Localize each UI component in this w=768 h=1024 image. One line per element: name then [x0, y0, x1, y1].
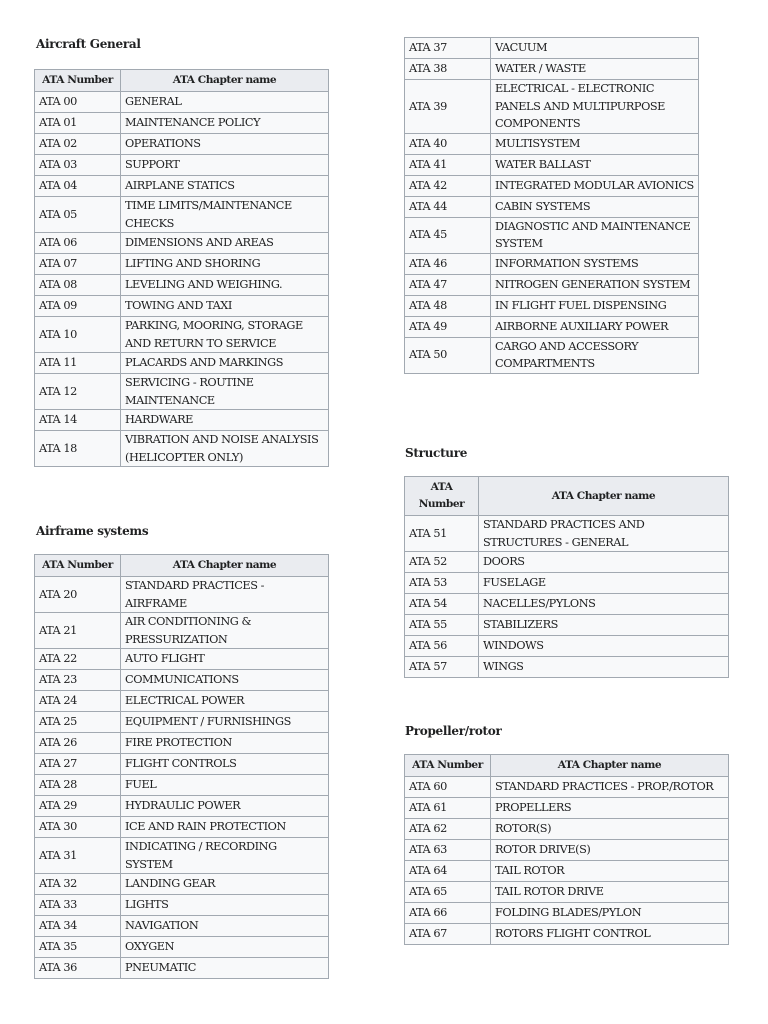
table-row — [35, 431, 329, 467]
ata-chapter-name-cell: ROTOR DRIVE(S) — [491, 840, 729, 861]
ata-number-cell: ATA 60 — [405, 777, 491, 798]
table-row — [35, 410, 329, 431]
header-ata-number: ATA Number — [405, 477, 479, 516]
ata-number-cell: ATA 32 — [35, 874, 121, 895]
section-title-propeller-rotor: Propeller/rotor — [405, 724, 502, 738]
ata-number-cell: ATA 28 — [35, 775, 121, 796]
ata-chapter-name-cell: FOLDING BLADES/PYLON — [491, 903, 729, 924]
ata-chapter-name-cell: AIRBORNE AUXILIARY POWER — [491, 316, 699, 337]
ata-chapter-name-cell: ELECTRICAL - ELECTRONIC PANELS AND MULTIPURPOSE COMPONENTS — [491, 80, 699, 134]
ata-number-cell: ATA 08 — [35, 275, 121, 296]
ata-chapter-name-cell: LIFTING AND SHORING — [121, 254, 329, 275]
table-row — [35, 275, 329, 296]
table-row — [35, 754, 329, 775]
ata-chapter-name-cell: INFORMATION SYSTEMS — [491, 253, 699, 274]
table-row — [405, 924, 729, 945]
ata-chapter-name-cell: GENERAL — [121, 92, 329, 113]
table-row — [35, 691, 329, 712]
ata-chapter-name-cell: HYDRAULIC POWER — [121, 796, 329, 817]
ata-number-cell: ATA 45 — [405, 217, 491, 253]
ata-number-cell: ATA 24 — [35, 691, 121, 712]
table-row — [405, 80, 699, 134]
ata-number-cell: ATA 02 — [35, 134, 121, 155]
ata-chapter-name-cell: TIME LIMITS/MAINTENANCE CHECKS — [121, 197, 329, 233]
ata-number-cell: ATA 21 — [35, 613, 121, 649]
ata-number-cell: ATA 29 — [35, 796, 121, 817]
ata-number-cell: ATA 55 — [405, 615, 479, 636]
ata-chapter-name-cell: AUTO FLIGHT — [121, 649, 329, 670]
ata-chapter-name-cell: PROPELLERS — [491, 798, 729, 819]
table-row — [405, 217, 699, 253]
ata-chapter-name-cell: CABIN SYSTEMS — [491, 196, 699, 217]
ata-number-cell: ATA 25 — [35, 712, 121, 733]
table-row — [405, 798, 729, 819]
ata-number-cell: ATA 20 — [35, 577, 121, 613]
table-row — [405, 657, 729, 678]
ata-number-cell: ATA 65 — [405, 882, 491, 903]
ata-chapter-name-cell: STANDARD PRACTICES AND STRUCTURES - GENERAL — [479, 516, 729, 552]
ata-number-cell: ATA 06 — [35, 233, 121, 254]
table-row — [35, 958, 329, 979]
ata-chapter-name-cell: STANDARD PRACTICES - AIRFRAME — [121, 577, 329, 613]
ata-number-cell: ATA 27 — [35, 754, 121, 775]
table-row — [405, 777, 729, 798]
table-row — [405, 636, 729, 657]
ata-chapter-name-cell: LIGHTS — [121, 895, 329, 916]
table-row — [405, 861, 729, 882]
ata-chapter-name-cell: ELECTRICAL POWER — [121, 691, 329, 712]
ata-number-cell: ATA 50 — [405, 337, 491, 373]
table-row — [405, 819, 729, 840]
table-row — [405, 274, 699, 295]
ata-chapter-name-cell: VACUUM — [491, 38, 699, 59]
ata-chapter-name-cell: OPERATIONS — [121, 134, 329, 155]
ata-number-cell: ATA 12 — [35, 374, 121, 410]
ata-number-cell: ATA 67 — [405, 924, 491, 945]
table-row — [35, 712, 329, 733]
table-row — [35, 296, 329, 317]
table-row — [405, 840, 729, 861]
ata-number-cell: ATA 03 — [35, 155, 121, 176]
ata-chapter-name-cell: AIRPLANE STATICS — [121, 176, 329, 197]
ata-number-cell: ATA 31 — [35, 838, 121, 874]
section-title-airframe-systems: Airframe systems — [36, 524, 149, 538]
ata-number-cell: ATA 07 — [35, 254, 121, 275]
ata-number-cell: ATA 39 — [405, 80, 491, 134]
ata-chapter-name-cell: WINDOWS — [479, 636, 729, 657]
table-row — [405, 154, 699, 175]
ata-number-cell: ATA 10 — [35, 317, 121, 353]
ata-chapter-name-cell: INTEGRATED MODULAR AVIONICS — [491, 175, 699, 196]
table-row — [35, 197, 329, 233]
ata-chapter-name-cell: DOORS — [479, 552, 729, 573]
ata-chapter-name-cell: LANDING GEAR — [121, 874, 329, 895]
ata-number-cell: ATA 62 — [405, 819, 491, 840]
table-row — [405, 196, 699, 217]
ata-number-cell: ATA 35 — [35, 937, 121, 958]
table-row — [405, 295, 699, 316]
table-row — [35, 176, 329, 197]
table-row — [35, 670, 329, 691]
table-row — [35, 254, 329, 275]
ata-chapter-name-cell: FUSELAGE — [479, 573, 729, 594]
ata-chapter-name-cell: NITROGEN GENERATION SYSTEM — [491, 274, 699, 295]
ata-number-cell: ATA 49 — [405, 316, 491, 337]
ata-chapter-name-cell: FIRE PROTECTION — [121, 733, 329, 754]
ata-number-cell: ATA 22 — [35, 649, 121, 670]
table-aircraft-general — [34, 69, 329, 467]
ata-number-cell: ATA 53 — [405, 573, 479, 594]
table-row — [35, 895, 329, 916]
header-ata-number: ATA Number — [35, 555, 121, 577]
header-ata-chapter-name: ATA Chapter name — [121, 555, 329, 577]
ata-number-cell: ATA 05 — [35, 197, 121, 233]
ata-number-cell: ATA 48 — [405, 295, 491, 316]
ata-chapter-name-cell: EQUIPMENT / FURNISHINGS — [121, 712, 329, 733]
ata-chapter-name-cell: INDICATING / RECORDING SYSTEM — [121, 838, 329, 874]
table-row — [405, 253, 699, 274]
ata-chapter-name-cell: PNEUMATIC — [121, 958, 329, 979]
ata-number-cell: ATA 44 — [405, 196, 491, 217]
table-row — [35, 874, 329, 895]
table-propeller-rotor — [404, 754, 729, 945]
ata-chapter-name-cell: IN FLIGHT FUEL DISPENSING — [491, 295, 699, 316]
table-row — [405, 133, 699, 154]
section-title-aircraft-general: Aircraft General — [36, 37, 141, 51]
ata-chapter-name-cell: FLIGHT CONTROLS — [121, 754, 329, 775]
ata-number-cell: ATA 56 — [405, 636, 479, 657]
ata-chapter-name-cell: DIAGNOSTIC AND MAINTENANCE SYSTEM — [491, 217, 699, 253]
ata-number-cell: ATA 46 — [405, 253, 491, 274]
ata-chapter-name-cell: ICE AND RAIN PROTECTION — [121, 817, 329, 838]
table-row — [35, 838, 329, 874]
table-row — [35, 317, 329, 353]
ata-chapter-name-cell: FUEL — [121, 775, 329, 796]
header-ata-number: ATA Number — [35, 70, 121, 92]
table-row — [405, 516, 729, 552]
table-structure — [404, 476, 729, 678]
ata-chapter-name-cell: TAIL ROTOR DRIVE — [491, 882, 729, 903]
ata-chapter-name-cell: NACELLES/PYLONS — [479, 594, 729, 615]
table-row — [405, 594, 729, 615]
table-row — [405, 882, 729, 903]
ata-number-cell: ATA 42 — [405, 175, 491, 196]
ata-chapter-name-cell: WATER / WASTE — [491, 59, 699, 80]
ata-number-cell: ATA 34 — [35, 916, 121, 937]
table-row — [405, 573, 729, 594]
table-row — [35, 92, 329, 113]
ata-chapter-name-cell: ROTORS FLIGHT CONTROL — [491, 924, 729, 945]
ata-number-cell: ATA 23 — [35, 670, 121, 691]
ata-chapter-name-cell: STABILIZERS — [479, 615, 729, 636]
table-row — [35, 134, 329, 155]
table-row — [405, 59, 699, 80]
header-ata-number: ATA Number — [405, 755, 491, 777]
ata-chapter-name-cell: WATER BALLAST — [491, 154, 699, 175]
ata-chapter-name-cell: DIMENSIONS AND AREAS — [121, 233, 329, 254]
table-row — [35, 613, 329, 649]
ata-number-cell: ATA 52 — [405, 552, 479, 573]
ata-number-cell: ATA 04 — [35, 176, 121, 197]
table-row — [35, 155, 329, 176]
ata-number-cell: ATA 33 — [35, 895, 121, 916]
table-row — [35, 937, 329, 958]
table-row — [405, 38, 699, 59]
ata-number-cell: ATA 66 — [405, 903, 491, 924]
ata-number-cell: ATA 51 — [405, 516, 479, 552]
ata-number-cell: ATA 30 — [35, 817, 121, 838]
ata-number-cell: ATA 63 — [405, 840, 491, 861]
ata-chapter-name-cell: PARKING, MOORING, STORAGE AND RETURN TO SERVICE — [121, 317, 329, 353]
ata-number-cell: ATA 64 — [405, 861, 491, 882]
table-row — [35, 353, 329, 374]
ata-number-cell: ATA 36 — [35, 958, 121, 979]
ata-chapter-name-cell: HARDWARE — [121, 410, 329, 431]
table-row — [35, 796, 329, 817]
ata-number-cell: ATA 18 — [35, 431, 121, 467]
ata-chapter-name-cell: NAVIGATION — [121, 916, 329, 937]
table-row — [405, 337, 699, 373]
table-row — [35, 113, 329, 134]
table-airframe-systems — [34, 554, 329, 979]
ata-number-cell: ATA 11 — [35, 353, 121, 374]
ata-chapter-name-cell: CARGO AND ACCESSORY COMPARTMENTS — [491, 337, 699, 373]
table-row — [405, 552, 729, 573]
table-row — [35, 374, 329, 410]
ata-chapter-name-cell: WINGS — [479, 657, 729, 678]
ata-number-cell: ATA 14 — [35, 410, 121, 431]
ata-number-cell: ATA 57 — [405, 657, 479, 678]
table-row — [35, 233, 329, 254]
header-ata-chapter-name: ATA Chapter name — [479, 477, 729, 516]
table-row — [405, 316, 699, 337]
ata-chapter-name-cell: VIBRATION AND NOISE ANALYSIS (HELICOPTER ONLY) — [121, 431, 329, 467]
ata-chapter-name-cell: TAIL ROTOR — [491, 861, 729, 882]
table-row — [405, 175, 699, 196]
ata-number-cell: ATA 47 — [405, 274, 491, 295]
ata-number-cell: ATA 40 — [405, 133, 491, 154]
ata-number-cell: ATA 54 — [405, 594, 479, 615]
header-ata-chapter-name: ATA Chapter name — [121, 70, 329, 92]
ata-chapter-name-cell: ROTOR(S) — [491, 819, 729, 840]
ata-number-cell: ATA 41 — [405, 154, 491, 175]
table-row — [35, 577, 329, 613]
ata-chapter-name-cell: LEVELING AND WEIGHING. — [121, 275, 329, 296]
ata-chapter-name-cell: SUPPORT — [121, 155, 329, 176]
table-row — [35, 916, 329, 937]
table-row — [35, 649, 329, 670]
ata-chapter-name-cell: TOWING AND TAXI — [121, 296, 329, 317]
ata-number-cell: ATA 00 — [35, 92, 121, 113]
header-ata-chapter-name: ATA Chapter name — [491, 755, 729, 777]
table-row — [405, 903, 729, 924]
ata-chapter-name-cell: MAINTENANCE POLICY — [121, 113, 329, 134]
ata-chapter-name-cell: MULTISYSTEM — [491, 133, 699, 154]
ata-chapter-name-cell: AIR CONDITIONING & PRESSURIZATION — [121, 613, 329, 649]
ata-number-cell: ATA 38 — [405, 59, 491, 80]
section-title-structure: Structure — [405, 446, 468, 460]
table-row — [35, 817, 329, 838]
ata-number-cell: ATA 37 — [405, 38, 491, 59]
ata-number-cell: ATA 61 — [405, 798, 491, 819]
table-row — [405, 615, 729, 636]
ata-number-cell: ATA 26 — [35, 733, 121, 754]
ata-number-cell: ATA 09 — [35, 296, 121, 317]
table-airframe-systems-continued — [404, 37, 699, 374]
ata-number-cell: ATA 01 — [35, 113, 121, 134]
ata-chapter-name-cell: COMMUNICATIONS — [121, 670, 329, 691]
ata-chapter-name-cell: PLACARDS AND MARKINGS — [121, 353, 329, 374]
ata-chapter-name-cell: STANDARD PRACTICES - PROP./ROTOR — [491, 777, 729, 798]
ata-chapter-name-cell: SERVICING - ROUTINE MAINTENANCE — [121, 374, 329, 410]
ata-chapter-name-cell: OXYGEN — [121, 937, 329, 958]
table-row — [35, 775, 329, 796]
table-row — [35, 733, 329, 754]
